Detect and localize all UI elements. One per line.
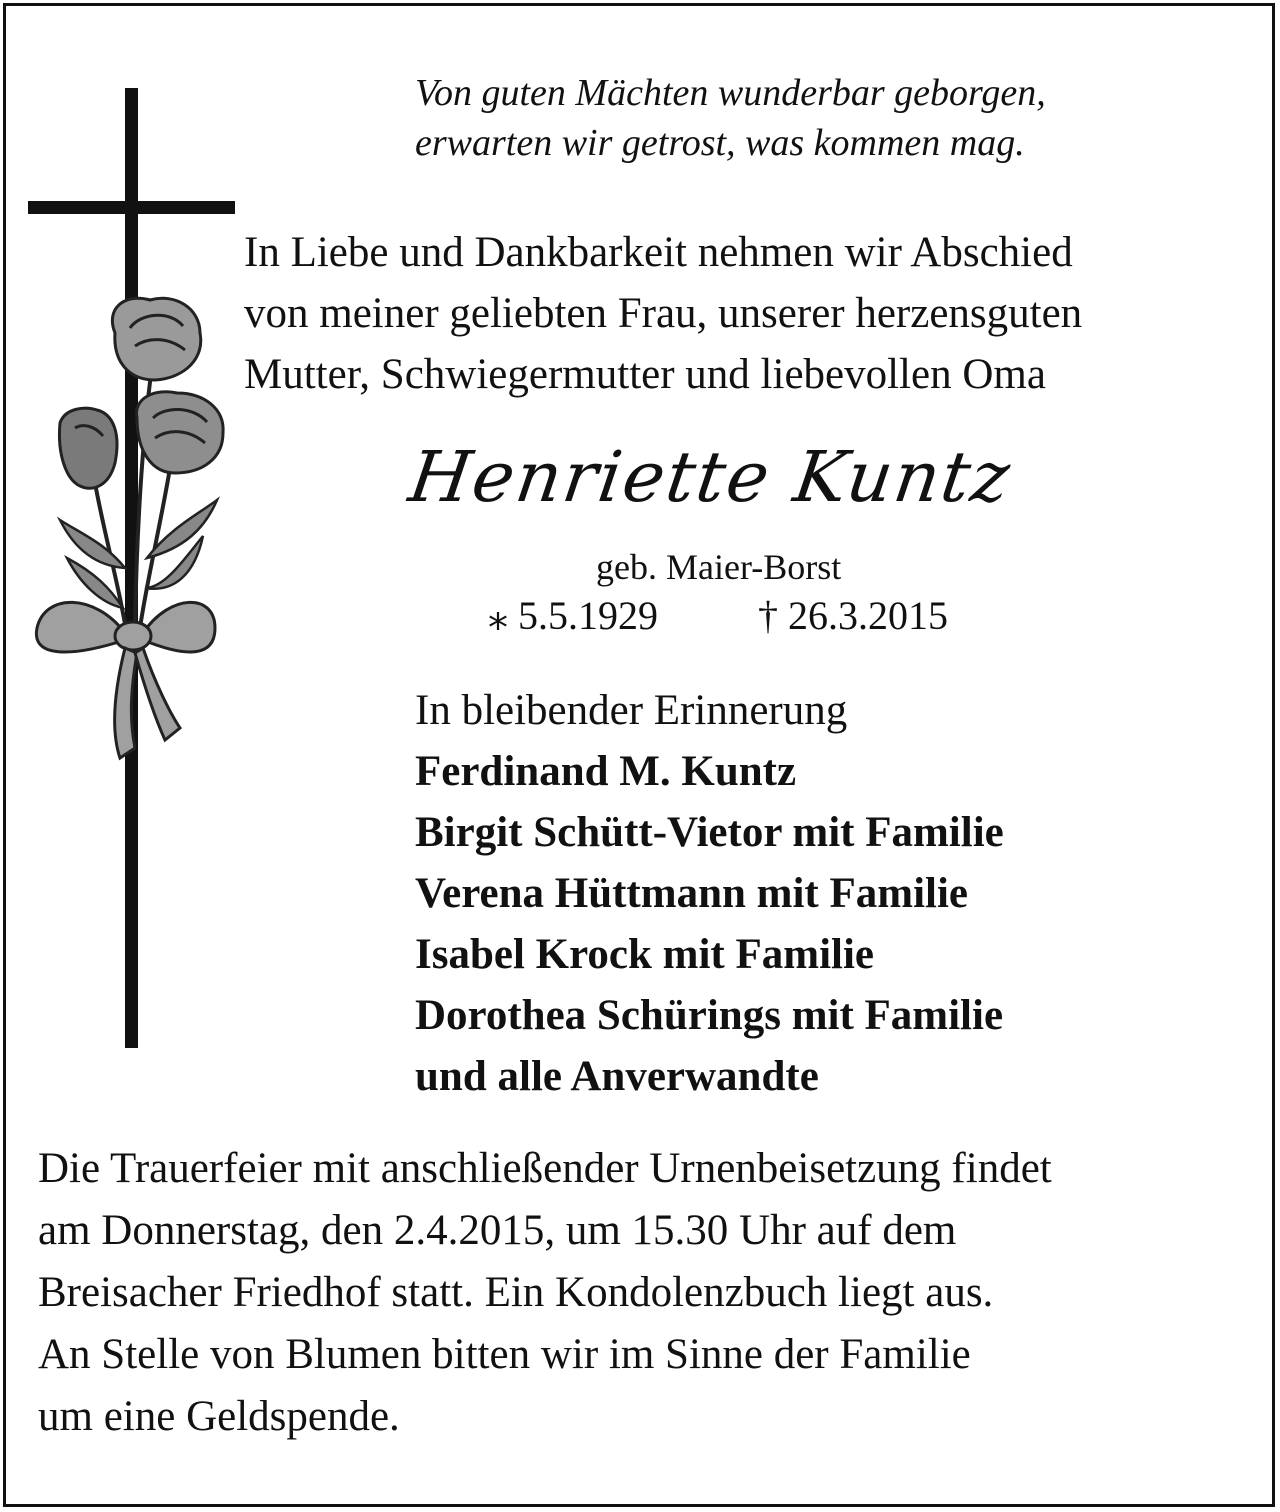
mourner-name: Dorothea Schürings mit Familie xyxy=(415,992,1004,1039)
intro-line: Mutter, Schwiegermutter und liebevollen Oma xyxy=(244,351,1046,398)
birth-name: geb. Maier-Borst xyxy=(596,547,842,587)
death-cross-icon: † xyxy=(758,593,778,638)
ceremony-notice xyxy=(38,1138,1052,1448)
birth-star-icon: ⁎ xyxy=(488,593,508,638)
birth-date: 5.5.1929 xyxy=(518,593,658,638)
remembrance-block xyxy=(415,680,1004,1107)
deceased-name: Henriette Kuntz xyxy=(404,436,1017,518)
motto-verse xyxy=(415,68,1046,168)
life-dates xyxy=(488,592,948,639)
ceremony-line: Breisacher Friedhof statt. Ein Kondolenzbuch liegt aus. xyxy=(38,1269,994,1316)
motto-line: Von guten Mächten wunderbar geborgen, xyxy=(415,72,1046,114)
intro-line: von meiner geliebten Frau, unserer herzensguten xyxy=(244,290,1083,337)
ceremony-line: am Donnerstag, den 2.4.2015, um 15.30 Uhr auf dem xyxy=(38,1207,957,1254)
death-date: 26.3.2015 xyxy=(788,593,948,638)
ceremony-line: Die Trauerfeier mit anschließender Urnenbeisetzung findet xyxy=(38,1145,1052,1192)
cross-with-roses-icon xyxy=(25,88,240,1050)
intro-line: In Liebe und Dankbarkeit nehmen wir Abschied xyxy=(244,229,1073,276)
mourner-name: Birgit Schütt-Vietor mit Familie xyxy=(415,809,1004,856)
ceremony-line: um eine Geldspende. xyxy=(38,1393,400,1440)
motto-line: erwarten wir getrost, was kommen mag. xyxy=(415,122,1025,164)
remembrance-heading: In bleibender Erinnerung xyxy=(415,687,848,734)
ceremony-line: An Stelle von Blumen bitten wir im Sinne der Familie xyxy=(38,1331,971,1378)
mourner-name: Isabel Krock mit Familie xyxy=(415,931,875,978)
farewell-intro xyxy=(244,222,1082,405)
mourner-name: und alle Anverwandte xyxy=(415,1053,819,1100)
mourner-name: Ferdinand M. Kuntz xyxy=(415,748,797,795)
mourner-name: Verena Hüttmann mit Familie xyxy=(415,870,968,917)
